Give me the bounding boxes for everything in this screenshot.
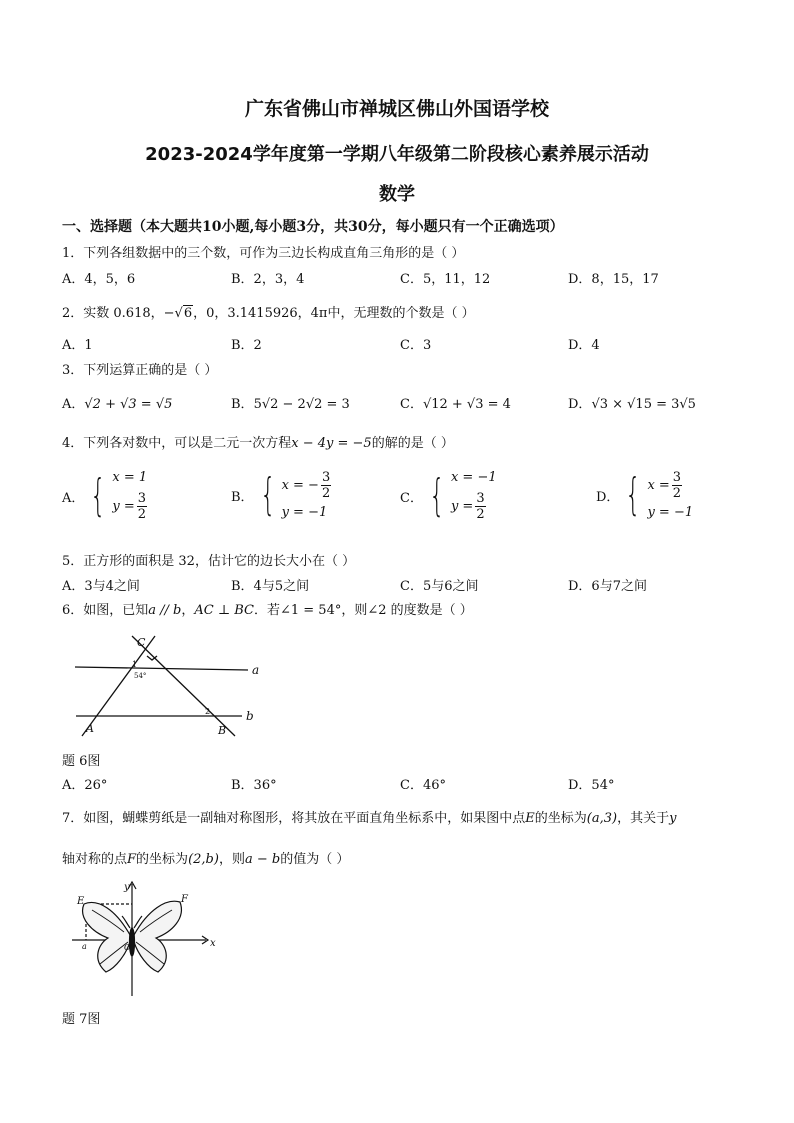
q3-option-d-letter: D． <box>568 397 592 412</box>
q4-stem-part-a: 4．下列各对数中，可以是二元一次方程 <box>62 436 292 451</box>
denominator: 2 <box>476 507 485 522</box>
question-6-stem <box>62 599 473 618</box>
q2-option-a: A．1 <box>62 338 93 353</box>
q7-expression: a − b <box>244 852 281 867</box>
question-2-stem <box>62 302 475 321</box>
numerator: 3 <box>672 470 682 485</box>
subject-title: 数学 <box>379 184 415 205</box>
q7-text-b: 的坐标为 <box>534 811 587 826</box>
q4-option-a <box>62 470 147 522</box>
q4-c-x: x = −1 <box>450 470 497 485</box>
section-heading: 一、选择题（本大题共10小题,每小题3分，共30分，每小题只有一个正确选项） <box>62 219 564 235</box>
q1-option-d: D．8，15，17 <box>568 272 659 287</box>
exam-title: 2023-2024学年度第一学期八年级第二阶段核心素养展示活动 <box>145 144 649 165</box>
q4-option-a-letter: A． <box>62 490 85 506</box>
left-wing <box>83 902 130 972</box>
q7-butterfly-figure <box>68 880 228 1000</box>
school-title: 广东省佛山市禅城区佛山外国语学校 <box>244 98 549 120</box>
q4-b-x <box>282 470 332 501</box>
label-y: y <box>124 882 130 893</box>
numerator: 3 <box>321 470 331 485</box>
q3-option-b <box>231 393 350 412</box>
question-7-line-2 <box>62 848 349 867</box>
q7-point-e: E <box>525 811 535 826</box>
q2-option-c: C．3 <box>400 338 432 353</box>
denominator: 2 <box>672 486 682 501</box>
question-1-stem: 1．下列各组数据中的三个数，可作为三边长构成直角三角形的是（ ） <box>62 246 465 261</box>
q7-text-c: ，其关于 <box>617 811 670 826</box>
label-c: C <box>137 636 146 649</box>
denominator: 2 <box>321 486 331 501</box>
label-e: E <box>77 896 85 907</box>
q3-option-d <box>568 393 696 412</box>
sqrt-icon: √ <box>174 306 183 321</box>
q7-coord-e: (a,3) <box>586 811 618 826</box>
label-f: F <box>181 894 188 905</box>
q6-option-c: C．46° <box>400 778 446 793</box>
numerator: 3 <box>476 491 485 506</box>
label-b: b <box>246 709 254 723</box>
q4-option-c-letter: C． <box>400 490 423 506</box>
q4-option-b-letter: B． <box>231 489 254 505</box>
q4-c-y <box>451 491 497 522</box>
q6-stem-part-b: ．若∠1 = 54°，则∠2 的度数是（ ） <box>253 603 473 618</box>
q3-option-c <box>400 393 511 412</box>
line-ac <box>82 636 155 736</box>
q4-c-y-lhs: y = <box>450 499 474 514</box>
label-angle-2: 2 <box>205 707 211 716</box>
right-wing <box>134 901 181 972</box>
q3-option-a <box>62 393 172 412</box>
q7-text-e: 的坐标为 <box>136 852 189 867</box>
q4-option-c <box>400 470 497 522</box>
q7-caption: 题 7图 <box>62 1012 101 1027</box>
numerator: 3 <box>137 491 147 506</box>
label-origin: O <box>124 943 131 952</box>
q1-option-a: A．4，5，6 <box>62 272 136 287</box>
q7-text-a: 7．如图，蝴蝶剪纸是一副轴对称图形，将其放在平面直角坐标系中，如果图中点 <box>62 811 526 826</box>
q4-d-y: y = −1 <box>647 505 694 520</box>
q4-option-d-letter: D． <box>596 489 620 505</box>
q4-a-y <box>112 491 147 522</box>
q6-figure <box>70 630 270 745</box>
q4-c-y-frac <box>475 491 485 522</box>
q5-option-b: B．4与5之间 <box>231 579 310 594</box>
label-point-b: B <box>218 724 227 737</box>
q3-option-c-expr: √12 + √3 = 4 <box>422 397 511 412</box>
line-bc <box>132 636 235 736</box>
q4-a-y-lhs: y = <box>112 499 135 514</box>
q3-option-c-letter: C． <box>400 397 423 412</box>
q2-option-b: B．2 <box>231 338 262 353</box>
q6-option-b: B．36° <box>231 778 277 793</box>
q3-option-b-expr: 5√2 − 2√2 = 3 <box>253 397 350 412</box>
q4-d-x <box>647 470 693 501</box>
q3-option-a-letter: A． <box>62 397 85 412</box>
q2-stem-part-b: ，0，3.1415926，4π中，无理数的个数是（ ） <box>193 306 475 321</box>
question-5-stem: 5．正方形的面积是 32，估计它的边长大小在（ ） <box>62 554 356 569</box>
q5-option-d: D．6与7之间 <box>568 579 647 594</box>
brace-icon: { <box>259 469 276 520</box>
q6-option-a: A．26° <box>62 778 108 793</box>
q7-text-f: ，则 <box>218 852 245 867</box>
q4-stem-part-b: 的解的是（ ） <box>371 436 454 451</box>
q2-option-d: D．4 <box>568 338 600 353</box>
q6-stem-sep: ， <box>181 603 195 618</box>
label-point-a: A <box>86 722 94 735</box>
question-4-stem <box>62 432 454 451</box>
line-a <box>75 667 248 670</box>
q1-option-c: C．5，11，12 <box>400 272 491 287</box>
q4-a-y-frac <box>137 491 147 522</box>
label-angle-54: 54° <box>134 672 147 680</box>
q4-d-x-frac <box>672 470 682 501</box>
q3-option-b-letter: B． <box>231 397 254 412</box>
q2-radicand: 6 <box>183 306 193 321</box>
label-a: a <box>252 663 260 677</box>
q3-option-d-expr: √3 × √15 = 3√5 <box>591 397 696 412</box>
q5-option-a: A．3与4之间 <box>62 579 140 594</box>
q7-point-f: F <box>127 852 137 867</box>
q2-stem-part-a: 2．实数 0.618，− <box>62 306 175 321</box>
label-angle-1: 1 <box>132 660 138 669</box>
q3-option-a-expr: √2 + √3 = √5 <box>84 397 173 412</box>
q6-option-d: D．54° <box>568 778 615 793</box>
q7-text-g: 的值为（ ） <box>280 852 350 867</box>
q7-text-d: 轴对称的点 <box>62 852 128 867</box>
label-x: x <box>210 938 216 949</box>
q6-parallel: a // b <box>148 603 182 618</box>
q4-a-x: x = 1 <box>112 470 148 485</box>
q4-equation: x − 4y = −5 <box>291 436 372 451</box>
q1-option-b: B．2，3，4 <box>231 272 305 287</box>
q4-d-x-lhs: x = <box>647 478 670 493</box>
q4-option-d <box>596 470 693 520</box>
q4-b-y: y = −1 <box>281 505 328 520</box>
brace-icon: { <box>90 470 107 521</box>
brace-icon: { <box>429 470 445 521</box>
question-7-line-1 <box>62 807 676 826</box>
question-3-stem: 3．下列运算正确的是（ ） <box>62 363 218 378</box>
q6-perpendicular: AC ⊥ BC <box>194 603 254 618</box>
q4-option-b <box>231 470 331 520</box>
q7-coord-f: (2,b) <box>188 852 219 867</box>
q7-y-axis: y <box>669 811 677 826</box>
label-a-tick: a <box>82 942 87 951</box>
q4-b-x-lhs: x = − <box>281 478 319 493</box>
q5-option-c: C．5与6之间 <box>400 579 479 594</box>
q4-b-x-frac <box>321 470 331 501</box>
brace-icon: { <box>625 469 642 520</box>
q6-stem-part-a: 6．如图，已知 <box>62 603 149 618</box>
denominator: 2 <box>137 507 147 522</box>
q6-caption: 题 6图 <box>62 754 101 769</box>
